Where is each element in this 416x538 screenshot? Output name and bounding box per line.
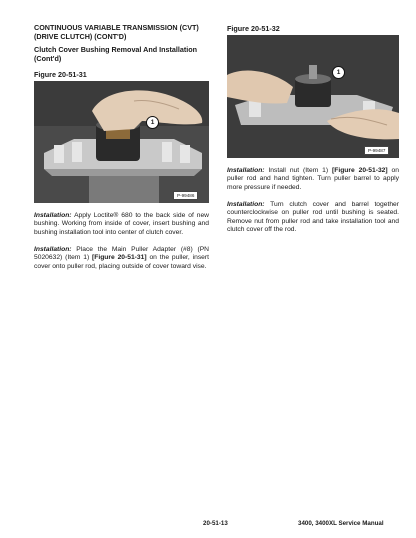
figure-photo-31 (34, 81, 209, 203)
instruction-text: on the puller, insert cover onto puller rod, placing outside of cover toward vise. (34, 254, 209, 270)
instruction-paragraph (34, 212, 209, 237)
clutch-cover-photo-illustration (34, 81, 209, 203)
figure-ref-code: P-99486 (173, 191, 198, 200)
instruction-text: Turn clutch cover and barrel together counterclockwise on puller rod until bushing is seated. Remove nut from puller rod and take installation tool and clutch cover off the rod. (227, 201, 399, 234)
instruction-paragraph (34, 246, 209, 271)
instruction-lead: Installation: (34, 212, 72, 219)
figure-ref-code: P-99487 (364, 146, 389, 155)
figure-photo-32 (227, 35, 399, 158)
instruction-lead: Installation: (227, 167, 265, 174)
section-subheading: Clutch Cover Bushing Removal And Installation (Cont'd) (34, 45, 198, 63)
figure-label-32: Figure 20-51-32 (227, 24, 280, 33)
instruction-lead: Installation: (34, 246, 72, 253)
page-number: 20-51-13 (203, 520, 228, 527)
instruction-text: on puller rod and hand tighten. Turn puller barrel to apply more pressure if needed. (227, 167, 399, 191)
instruction-paragraph (227, 201, 399, 235)
callout-item-1: 1 (146, 116, 159, 129)
figure-reference: [Figure 20-51-32] (332, 167, 388, 174)
instruction-text: Apply Loctite® 680 to the back side of new bushing. Working from inside of cover, insert bushing and bushing installation tool into center of clutch cover. (34, 212, 209, 236)
callout-item-1: 1 (332, 66, 345, 79)
puller-nut-photo-illustration (227, 35, 399, 158)
instruction-paragraph (227, 167, 399, 192)
manual-title: 3400, 3400XL Service Manual (298, 520, 384, 527)
figure-label-31: Figure 20-51-31 (34, 70, 87, 79)
figure-reference: [Figure 20-51-31] (92, 254, 147, 262)
instruction-text: Place the Main Puller Adapter (#8) (PN 5020632) (Item 1) (34, 246, 209, 262)
section-heading: CONTINUOUS VARIABLE TRANSMISSION (CVT) (DRIVE CLUTCH) (CONT'D) (34, 23, 199, 41)
instruction-lead: Installation: (227, 201, 265, 208)
instruction-text: Install nut (Item 1) (264, 167, 333, 174)
